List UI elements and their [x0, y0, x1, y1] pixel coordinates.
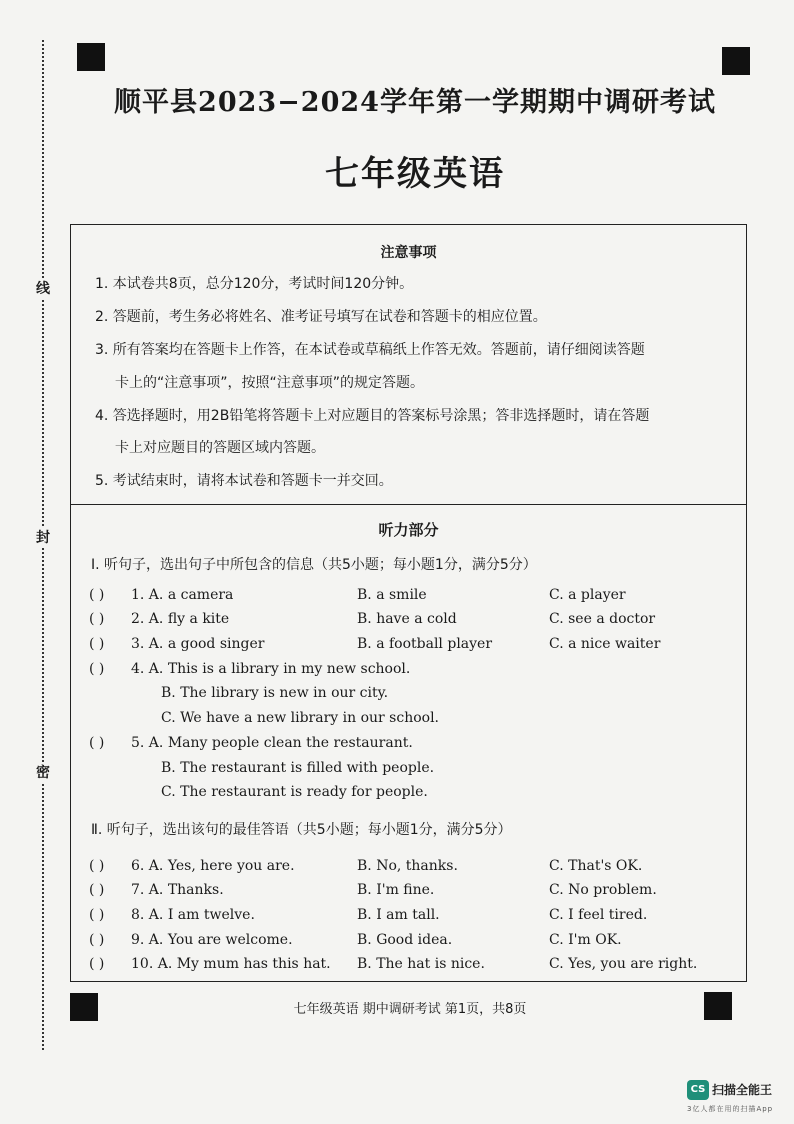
question-5: [71, 735, 748, 755]
question-6: [71, 858, 748, 878]
notice-heading: 注意事项: [380, 245, 437, 261]
question-3: [71, 636, 748, 656]
notice-box: [71, 225, 746, 505]
scanner-tagline: 3亿人都在用的扫描App: [687, 1105, 774, 1113]
answer-blank[interactable]: ( ): [89, 587, 105, 603]
option-a: 4. A. This is a library in my new school.: [131, 661, 411, 677]
content-frame: [70, 224, 747, 982]
notice-item-2: 2. 答题前，考生务必将姓名、准考证号填写在试卷和答题卡的相应位置。: [95, 309, 547, 325]
option-b: B. The hat is nice.: [357, 956, 485, 972]
camscanner-logo-icon: CS: [687, 1080, 709, 1100]
notice-item-1: 1. 本试卷共8页，总分120分，考试时间120分钟。: [95, 276, 414, 292]
option-b: B. I am tall.: [357, 907, 440, 923]
option-b: B. a football player: [357, 636, 493, 652]
option-b: B. a smile: [357, 587, 427, 603]
option-a: 3. A. a good singer: [131, 636, 265, 652]
answer-blank[interactable]: ( ): [89, 661, 105, 677]
question-9: [71, 932, 748, 952]
question-2: [71, 611, 748, 631]
option-c: C. That's OK.: [549, 858, 643, 874]
registration-mark-bottom-right: [704, 992, 732, 1020]
notice-item-3: 3. 所有答案均在答题卡上作答，在本试卷或草稿纸上作答无效。答题前，请仔细阅读答题: [95, 342, 645, 358]
question-5-option-c: C. The restaurant is ready for people.: [161, 784, 428, 800]
question-4-option-b: B. The library is new in our city.: [161, 685, 389, 701]
answer-blank[interactable]: ( ): [89, 932, 105, 948]
registration-mark-top-left: [77, 43, 105, 71]
scanner-app-name: 扫描全能王: [712, 1083, 773, 1097]
option-a: 6. A. Yes, here you are.: [131, 858, 295, 874]
binding-mark-seal: 封: [32, 527, 54, 547]
option-a: 10. A. My mum has this hat.: [131, 956, 331, 972]
binding-mark-line: 线: [32, 278, 54, 298]
answer-blank[interactable]: ( ): [89, 956, 105, 972]
option-a: 2. A. fly a kite: [131, 611, 230, 627]
exam-title: 顺平县2023−2024学年第一学期期中调研考试: [114, 87, 716, 118]
option-b: B. No, thanks.: [357, 858, 458, 874]
option-c: C. a nice waiter: [549, 636, 661, 652]
option-c: C. No problem.: [549, 882, 657, 898]
part2-title: Ⅱ. 听句子，选出该句的最佳答语（共5小题；每小题1分，满分5分）: [91, 822, 512, 838]
notice-item-5: 5. 考试结束时，请将本试卷和答题卡一并交回。: [95, 473, 393, 489]
option-c: C. Yes, you are right.: [549, 956, 698, 972]
notice-item-4-cont: 卡上对应题目的答题区域内答题。: [115, 440, 325, 456]
listening-heading: 听力部分: [378, 521, 439, 539]
question-8: [71, 907, 748, 927]
notice-item-3-cont: 卡上的“注意事项”，按照“注意事项”的规定答题。: [115, 375, 425, 391]
binding-mark-secret: 密: [32, 762, 54, 782]
question-10: [71, 956, 748, 976]
question-7: [71, 882, 748, 902]
answer-blank[interactable]: ( ): [89, 882, 105, 898]
option-c: C. see a doctor: [549, 611, 656, 627]
option-b: B. Good idea.: [357, 932, 453, 948]
exam-subject: 七年级英语: [325, 154, 505, 194]
answer-blank[interactable]: ( ): [89, 636, 105, 652]
question-1: [71, 587, 748, 607]
notice-item-4: 4. 答选择题时，用2B铅笔将答题卡上对应题目的答案标号涂黑；答非选择题时，请在答题: [95, 408, 650, 424]
option-a: 7. A. Thanks.: [131, 882, 224, 898]
option-b: B. have a cold: [357, 611, 457, 627]
option-c: C. I'm OK.: [549, 932, 622, 948]
registration-mark-bottom-left: [70, 993, 98, 1021]
option-c: C. a player: [549, 587, 626, 603]
registration-mark-top-right: [722, 47, 750, 75]
page-footer: 七年级英语 期中调研考试 第1页，共8页: [293, 1002, 527, 1017]
answer-blank[interactable]: ( ): [89, 907, 105, 923]
question-4-option-c: C. We have a new library in our school.: [161, 710, 440, 726]
option-c: C. I feel tired.: [549, 907, 648, 923]
option-a: 8. A. I am twelve.: [131, 907, 255, 923]
option-a: 1. A. a camera: [131, 587, 234, 603]
option-a: 9. A. You are welcome.: [131, 932, 293, 948]
question-5-option-b: B. The restaurant is filled with people.: [161, 760, 435, 776]
answer-blank[interactable]: ( ): [89, 858, 105, 874]
option-a: 5. A. Many people clean the restaurant.: [131, 735, 413, 751]
question-4: [71, 661, 748, 681]
option-b: B. I'm fine.: [357, 882, 435, 898]
answer-blank[interactable]: ( ): [89, 611, 105, 627]
part1-title: Ⅰ. 听句子，选出句子中所包含的信息（共5小题；每小题1分，满分5分）: [91, 557, 537, 573]
answer-blank[interactable]: ( ): [89, 735, 105, 751]
